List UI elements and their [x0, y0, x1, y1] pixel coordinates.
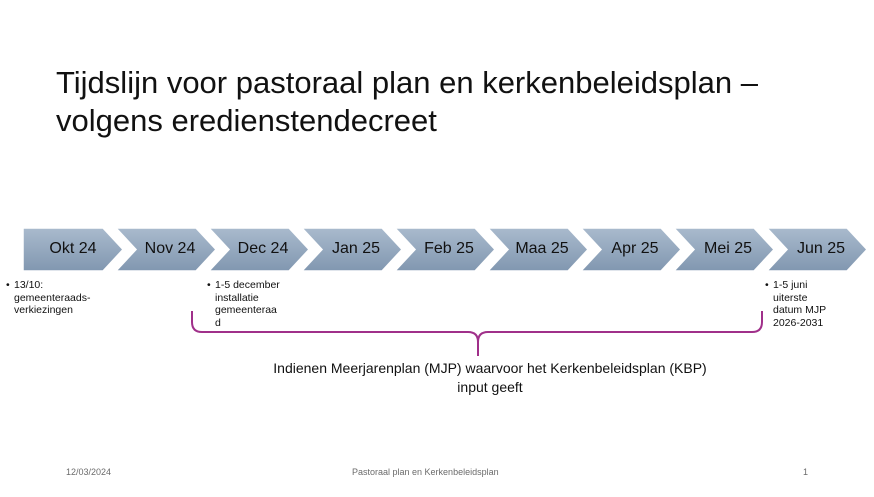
note-dec-text: 1-5 december installatie gemeenteraa d	[215, 279, 280, 329]
slide-title-line-1: Tijdslijn voor pastoraal plan en kerkenbeleidsplan –	[56, 65, 758, 100]
month-label: Maa 25	[515, 240, 569, 257]
note-dec-bullet: •	[207, 279, 211, 291]
brace-caption-line-1: Indienen Meerjarenplan (MJP) waarvoor het Kerkenbeleidsplan (KBP)	[273, 360, 707, 376]
footer-center: Pastoraal plan en Kerkenbeleidsplan	[352, 467, 499, 477]
month-label: Jun 25	[796, 240, 846, 257]
brace-caption	[230, 359, 750, 397]
month-label: Okt 24	[49, 240, 97, 257]
month-label: Feb 25	[424, 240, 474, 257]
month-label: Mei 25	[703, 240, 753, 257]
month-label: Nov 24	[144, 240, 196, 257]
month-label: Dec 24	[237, 240, 289, 257]
footer-date: 12/03/2024	[66, 467, 112, 477]
note-okt-bullet: •	[6, 279, 10, 291]
brace-caption-line-2: input geeft	[457, 379, 523, 395]
footer-page-number: 1	[803, 467, 809, 477]
note-jun-text: 1-5 juni uiterste datum MJP 2026-2031	[773, 279, 827, 329]
note-jun-bullet: •	[765, 279, 769, 291]
month-label: Jan 25	[331, 240, 381, 257]
month-label: Apr 25	[611, 240, 659, 257]
note-okt-text: 13/10: gemeenteraads- verkiezingen	[14, 279, 91, 316]
slide-title-line-2: volgens eredienstendecreet	[56, 103, 437, 138]
